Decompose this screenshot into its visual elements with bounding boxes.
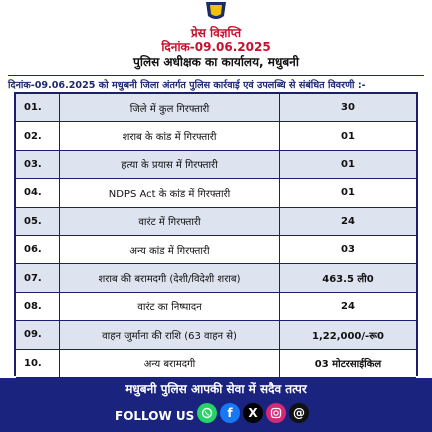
row-value: 30	[280, 94, 416, 122]
report-subtitle: दिनांक-09.06.2025 को मधुबनी जिला अंतर्गत पुलिस कार्रवाई एवं उपलब्धि से संबंधित विवरणी :-	[8, 75, 424, 91]
row-number: 09.	[16, 321, 60, 349]
row-number: 08.	[16, 293, 60, 321]
row-label: जिले में कुल गिरफ्तारी	[60, 94, 280, 122]
row-label: वारंट का निष्पादन	[60, 293, 280, 321]
row-label: अन्य बरामदगी	[60, 350, 280, 378]
table-row	[16, 236, 416, 264]
row-number: 05.	[16, 208, 60, 236]
table-row	[16, 264, 416, 292]
row-number: 03.	[16, 151, 60, 179]
table-row	[16, 122, 416, 150]
row-value: 1,22,000/-रू0	[280, 321, 416, 349]
facebook-icon[interactable]: f	[220, 403, 240, 423]
row-label: हत्या के प्रयास में गिरफ्तारी	[60, 151, 280, 179]
row-number: 10.	[16, 350, 60, 378]
row-label: अन्य कांड में गिरफ्तारी	[60, 236, 280, 264]
row-label: वारंट में गिरफ्तारी	[60, 208, 280, 236]
table-row	[16, 151, 416, 179]
row-number: 01.	[16, 94, 60, 122]
row-label: शराब की बरामदगी (देशी/विदेशी शराब)	[60, 264, 280, 292]
row-value: 24	[280, 208, 416, 236]
row-number: 02.	[16, 122, 60, 150]
row-label: NDPS Act के कांड में गिरफ्तारी	[60, 179, 280, 207]
table-row	[16, 293, 416, 321]
row-value: 01	[280, 151, 416, 179]
row-value: 01	[280, 179, 416, 207]
row-number: 07.	[16, 264, 60, 292]
table-row	[16, 321, 416, 349]
row-value: 24	[280, 293, 416, 321]
whatsapp-icon[interactable]	[197, 403, 217, 423]
stats-table	[14, 92, 418, 376]
row-value: 01	[280, 122, 416, 150]
row-value: 03	[280, 236, 416, 264]
follow-us-label: FOLLOW US	[115, 409, 195, 423]
row-value: 463.5 ली0	[280, 264, 416, 292]
x-icon[interactable]: X	[243, 403, 263, 423]
table-row	[16, 350, 416, 378]
threads-icon[interactable]: @	[289, 403, 309, 423]
footer-tagline: मधुबनी पुलिस आपकी सेवा में सदैव तत्पर	[125, 382, 307, 396]
row-label: शराब के कांड में गिरफ्तारी	[60, 122, 280, 150]
press-release-title: प्रेस विज्ञप्ति	[190, 26, 242, 40]
header	[0, 0, 432, 76]
row-number: 06.	[16, 236, 60, 264]
police-logo-icon	[200, 0, 232, 22]
date-heading: दिनांक-09.06.2025	[161, 40, 271, 54]
table-row	[16, 179, 416, 207]
instagram-icon[interactable]	[266, 403, 286, 423]
office-heading: पुलिस अधीक्षक का कार्यालय, मधुबनी	[133, 55, 299, 69]
row-number: 04.	[16, 179, 60, 207]
table-row	[16, 208, 416, 236]
table-row	[16, 94, 416, 122]
row-value: 03 मोटरसाईकिल	[280, 350, 416, 378]
row-label: वाहन जुर्माना की राशि (63 वाहन से)	[60, 321, 280, 349]
